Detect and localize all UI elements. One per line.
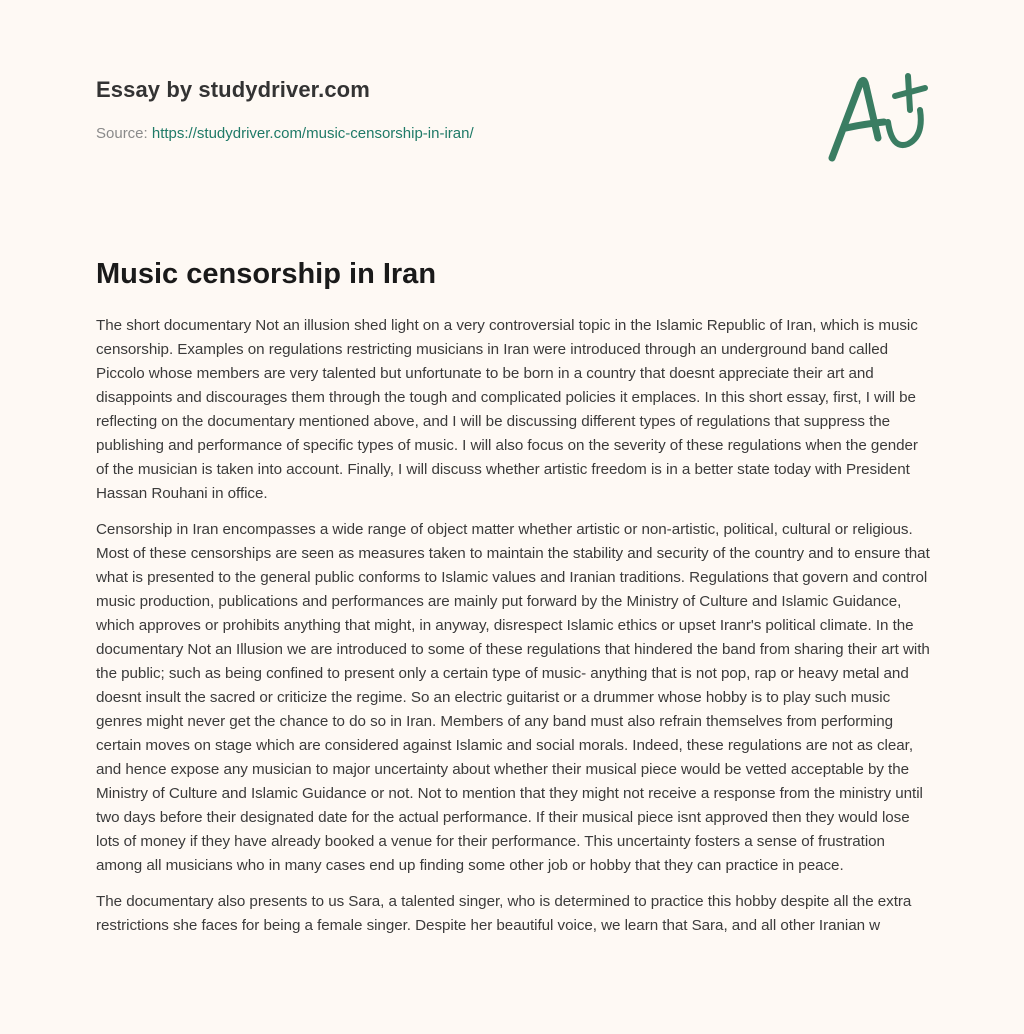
essay-paragraph: The short documentary Not an illusion shed light on a very controversial topic in the Islamic Republic of Iran, which is music censorship. Examples on regulations restricting musicians in Iran were introduced through an underground band called Piccolo whose members are very talented but unfortunate to be born in a country that doesnt appreciate their art and disappoints and discourages them through the tough and complicated policies it emplaces. In this short essay, first, I will be reflecting on the documentary mentioned above, and I will be discussing different types of regulations that suppress the publishing and performance of specific types of music. I will also focus on the severity of these regulations when the gender of the musician is taken into account. Finally, I will discuss whether artistic freedom is in a better state today with President Hassan Rouhani in office.: [96, 317, 918, 502]
a-plus-grade-icon: [820, 66, 930, 166]
essay-header: [96, 76, 796, 144]
essay-paragraph: The documentary also presents to us Sara, a talented singer, who is determined to practice this hobby despite all the extra restrictions she faces for being a female singer. Despite her beautiful voice, we learn that Sara, and all other Iranian w: [96, 893, 912, 934]
essay-title: Music censorship in Iran: [96, 258, 437, 290]
source-link[interactable]: https://studydriver.com/music-censorship-in-iran/: [151, 125, 474, 142]
source-line: [96, 124, 796, 144]
essay-paragraph: Censorship in Iran encompasses a wide range of object matter whether artistic or non-artistic, political, cultural or religious. Most of these censorships are seen as measures taken to maintain the stability and security of the country and to ensure that what is presented to the general public conforms to Islamic values and Iranian traditions. Regulations that govern and control music production, publications and performances are mainly put forward by the Ministry of Culture and Islamic Guidance, which approves or prohibits anything that might, in anyway, disrespect Islamic ethics or upset Iranr's political climate. In the documentary Not an Illusion we are introduced to some of these regulations that hindered the band from sharing their art with the public; such as being confined to present only a certain type of music- anything that is not pop, rap or heavy metal and doesnt insult the sacred or criticize the regime. So an electric guitarist or a drummer whose hobby is to play such music genres might never get the chance to do so in Iran. Members of any band must also refrain themselves from performing certain moves on stage which are considered against Islamic and social morals. Indeed, these regulations are not as clear, and hence expose any musician to major uncertainty about whether their musical piece would be vetted acceptable by the Ministry of Culture and Islamic Guidance or not. Not to mention that they might not receive a response from the ministry until two days before their designated date for the actual performance. If their musical piece isnt approved then they would lose lots of money if they have already booked a venue for their performance. This uncertainty fosters a sense of frustration among all musicians who in many cases end up finding some other job or hobby that they can practice in peace.: [96, 521, 930, 874]
site-title: Essay by studydriver.com: [96, 77, 370, 102]
essay-body: [96, 314, 932, 950]
source-label: Source:: [96, 125, 148, 142]
